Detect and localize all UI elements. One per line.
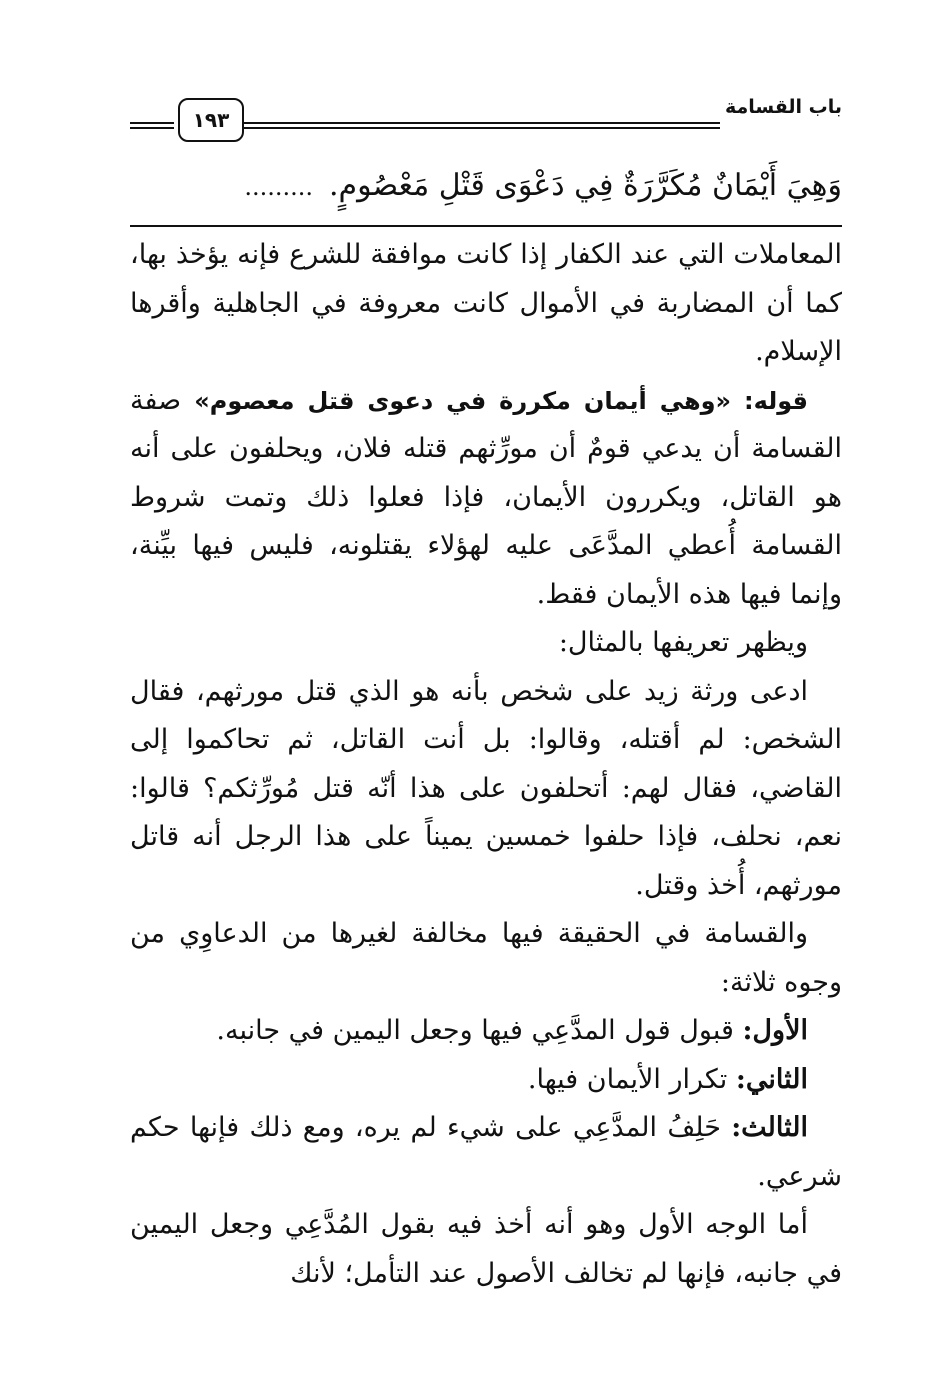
section-divider	[130, 225, 842, 227]
paragraph-6: أما الوجه الأول وهو أنه أخذ فيه بقول المُدَّعِي وجعل اليمين في جانبه، فإنها لم تخالف الأصول عند التأمل؛ لأنك	[130, 1209, 842, 1289]
point-1	[130, 1007, 842, 1056]
paragraph-4: ادعى ورثة زيد على شخص بأنه هو الذي قتل مورثهم، فقال الشخص: لم أقتله، وقالوا: بل أنت القاتل، ثم تحاكموا إلى القاضي، فقال لهم: أتحلفون على هذا أنّه قتل مُورِّثكم؟ قالوا: نعم، نحلف، فإذا حلفوا خمسين يميناً على هذا الرجل أنه قاتل مورثهم، أُخذ وقتل.	[130, 675, 842, 901]
header-rule	[232, 122, 720, 129]
paragraph-1: المعاملات التي عند الكفار إذا كانت موافقة للشرع فإنه يؤخذ بها، كما أن المضاربة في الأموال كانت معروفة في الجاهلية وأقرها الإسلام.	[130, 239, 842, 367]
point-3-text: حَلِفُ المدَّعِي على شيء لم يره، ومع ذلك فإنها حكم شرعي.	[130, 1112, 842, 1192]
point-1-text: قبول قول المدَّعِي فيها وجعل اليمين في جانبه.	[216, 1015, 743, 1046]
matn-dots: .........	[244, 173, 313, 201]
point-1-label: الأول:	[742, 1015, 808, 1046]
commentary-body	[130, 231, 842, 1298]
book-page	[130, 92, 842, 1312]
paragraph-3: ويظهر تعريفها بالمثال:	[558, 627, 808, 658]
chapter-title: باب القسامة	[724, 96, 842, 118]
matn-line	[130, 166, 842, 207]
header-rule-left	[130, 122, 174, 129]
point-3-label: الثالث:	[731, 1112, 808, 1143]
point-2-text: تكرار الأيمان فيها.	[527, 1063, 736, 1095]
quote-lead: قوله: «وهي أيمان مكررة في دعوى قتل معصوم»	[194, 386, 808, 415]
point-3	[130, 1104, 842, 1201]
paragraph-2	[130, 377, 842, 620]
running-header	[130, 92, 842, 140]
paragraph-5: والقسامة في الحقيقة فيها مخالفة لغيرها من الدعاوِي من وجوه ثلاثة:	[130, 918, 842, 998]
paragraph-2-text: صفة القسامة أن يدعي قومٌ أن مورِّثهم قتله فلان، ويحلفون على أنه هو القاتل، ويكررون الأيمان، فإذا فعلوا ذلك وتمت شروط القسامة أُعطي المدَّعَى عليه لهؤلاء يقتلونه، فليس فيها بيِّنة، وإنما فيها هذه الأيمان فقط.	[130, 384, 842, 610]
point-2	[130, 1056, 842, 1105]
matn-text: وَهِيَ أَيْمَانٌ مُكَرَّرَةٌ فِي دَعْوَى قَتْلِ مَعْصُومٍ.	[329, 168, 842, 203]
page-number: ١٩٣	[178, 98, 244, 142]
point-2-label: الثاني:	[735, 1063, 808, 1095]
